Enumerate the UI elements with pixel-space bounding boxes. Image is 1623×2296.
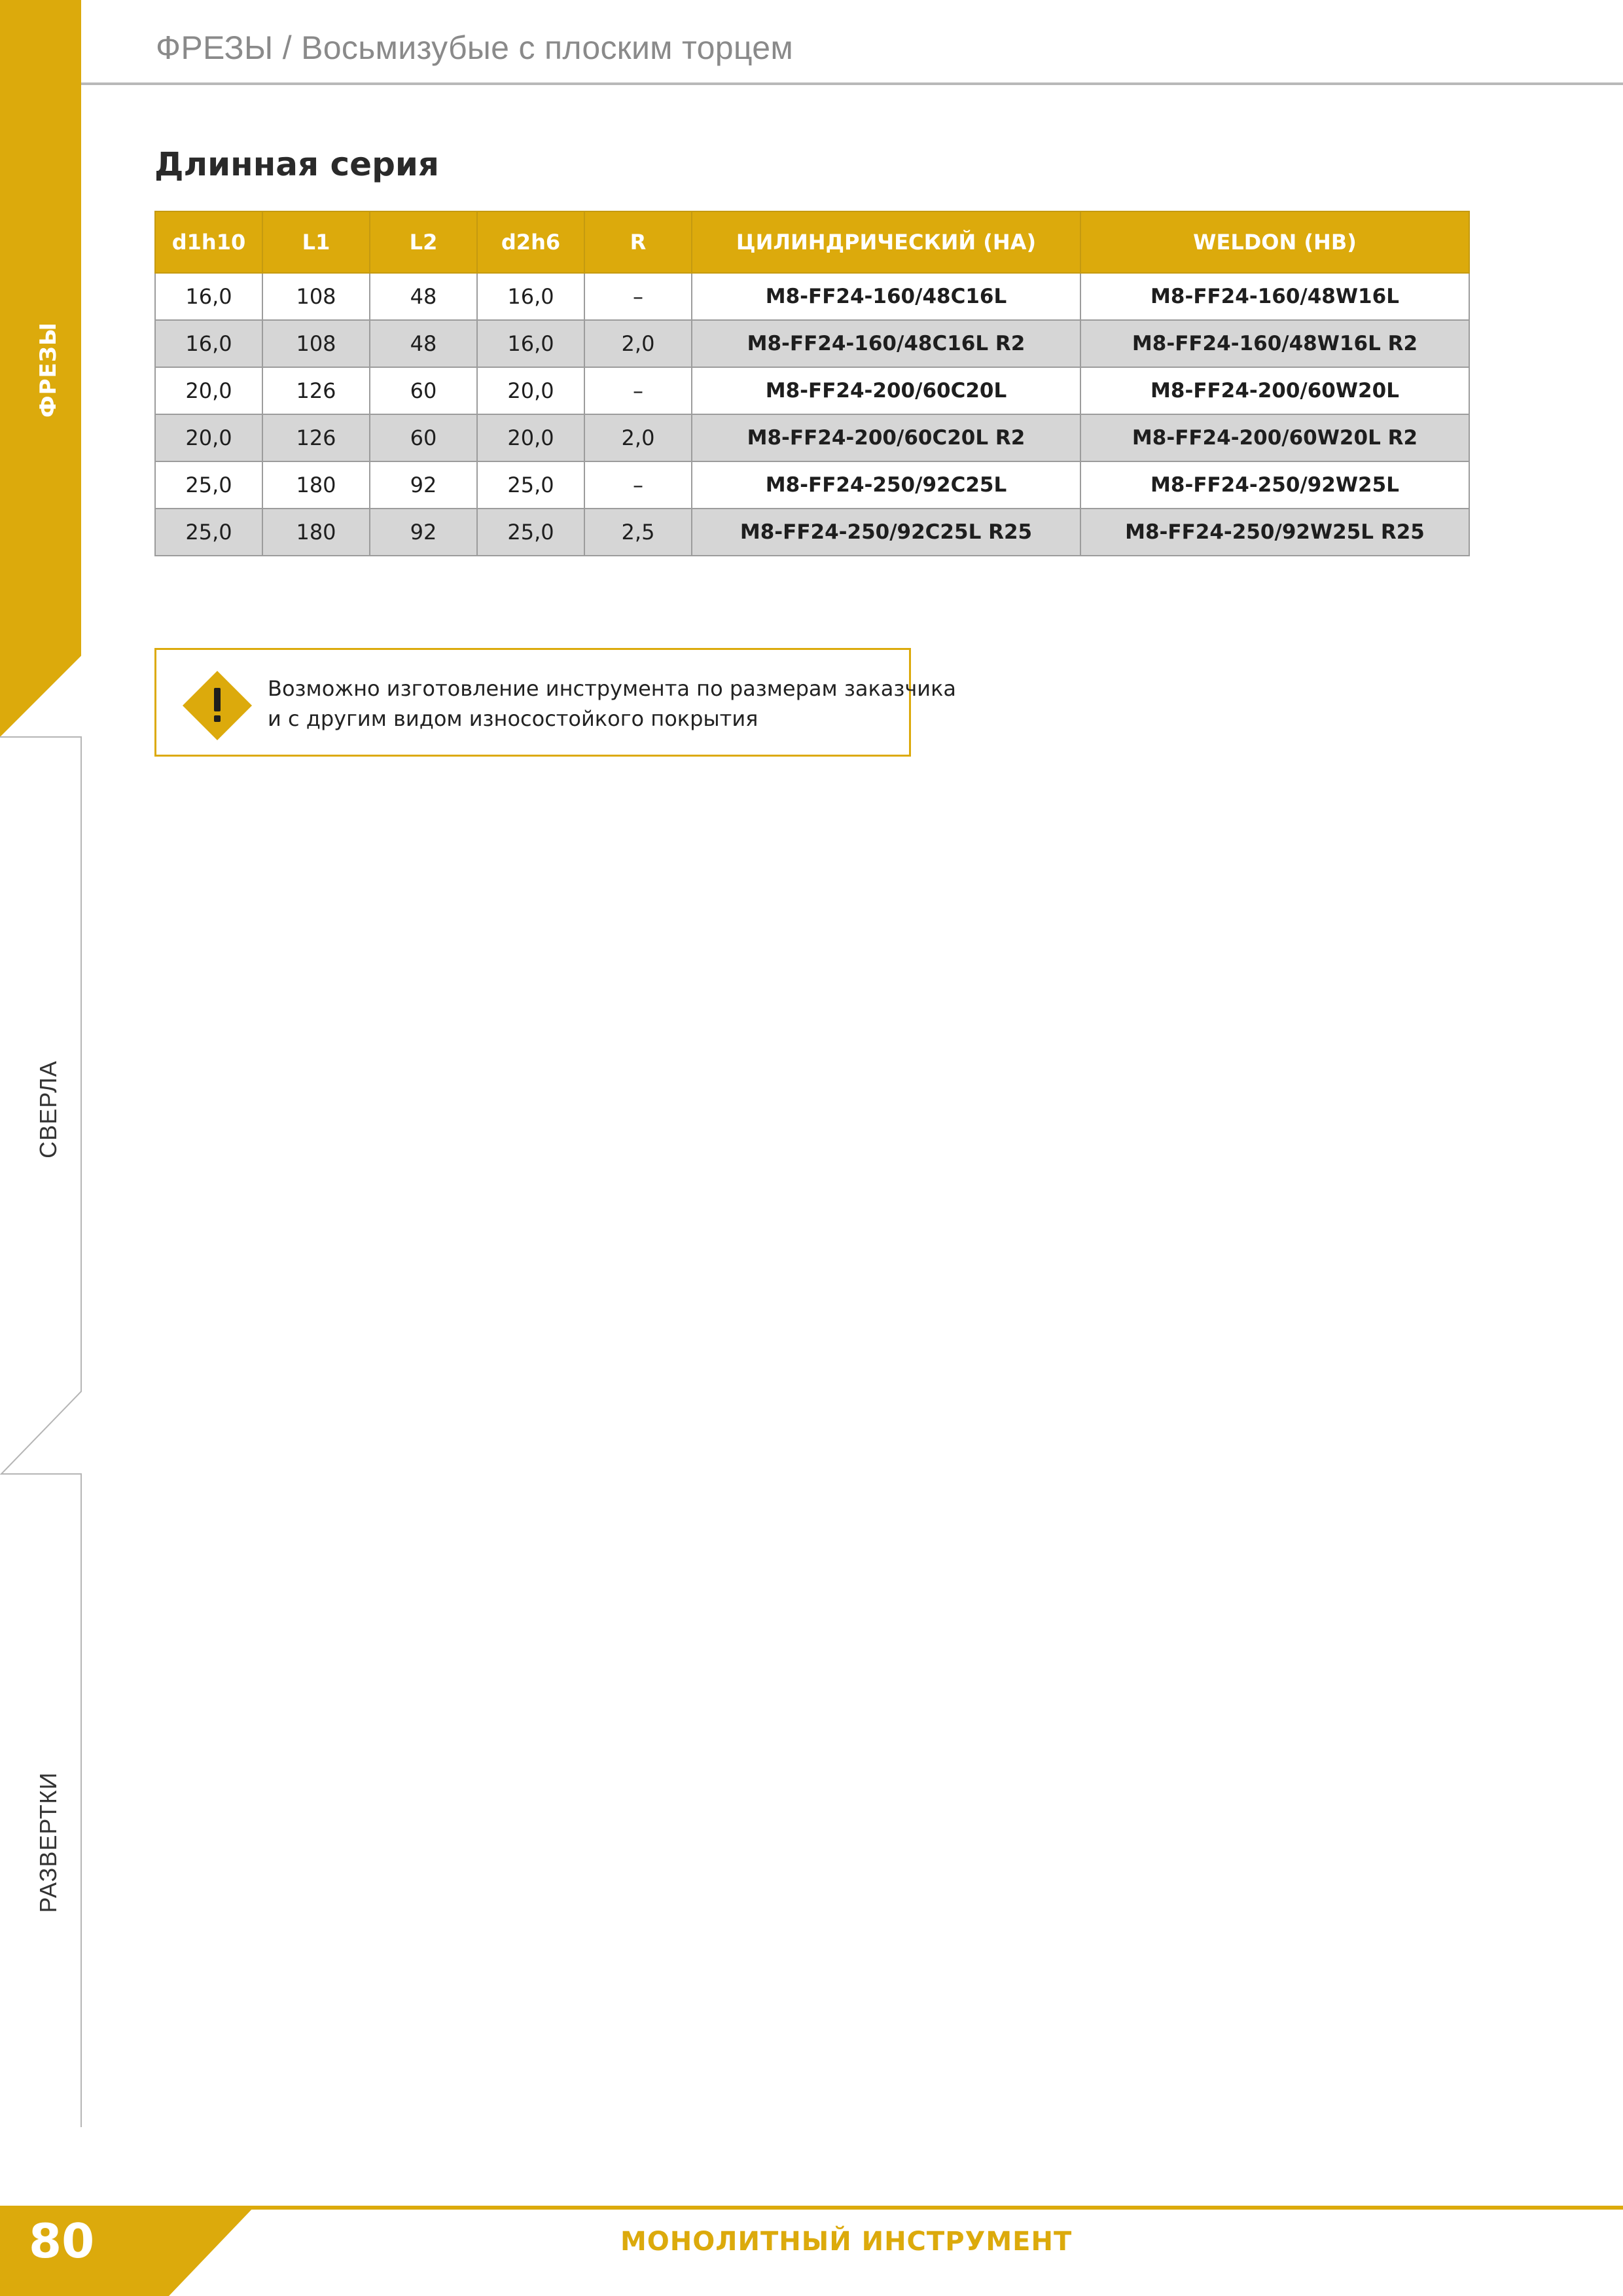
table-cell: 180 bbox=[262, 461, 370, 509]
table-cell: 16,0 bbox=[155, 273, 262, 320]
table-cell: 25,0 bbox=[155, 461, 262, 509]
header-r: R bbox=[584, 211, 692, 273]
table-row bbox=[155, 273, 1469, 320]
table-cell: 16,0 bbox=[477, 273, 584, 320]
table-cell: 20,0 bbox=[155, 414, 262, 461]
table-row bbox=[155, 414, 1469, 461]
table-cell: 126 bbox=[262, 367, 370, 414]
table-cell: 16,0 bbox=[155, 320, 262, 367]
header-cylindrical: ЦИЛИНДРИЧЕСКИЙ (НА) bbox=[692, 211, 1080, 273]
table-cell-code: M8-FF24-160/48W16L bbox=[1080, 273, 1469, 320]
note-text bbox=[268, 673, 956, 734]
table-cell: 25,0 bbox=[155, 509, 262, 556]
spec-table bbox=[154, 211, 1470, 556]
table-cell-code: M8-FF24-250/92W25L R25 bbox=[1080, 509, 1469, 556]
table-cell: 108 bbox=[262, 273, 370, 320]
table-cell-code: M8-FF24-250/92C25L bbox=[692, 461, 1080, 509]
table-cell-code: M8-FF24-250/92W25L bbox=[1080, 461, 1469, 509]
table-row bbox=[155, 367, 1469, 414]
note-line-1: Возможно изготовление инструмента по размерам заказчика bbox=[268, 676, 957, 701]
table-cell: 108 bbox=[262, 320, 370, 367]
table-cell: 20,0 bbox=[477, 367, 584, 414]
table-cell: – bbox=[584, 461, 692, 509]
table-cell: 20,0 bbox=[477, 414, 584, 461]
table-row bbox=[155, 320, 1469, 367]
table-cell: 16,0 bbox=[477, 320, 584, 367]
table-cell: 60 bbox=[370, 414, 477, 461]
custom-order-note bbox=[154, 648, 957, 757]
table-cell-code: M8-FF24-160/48C16L bbox=[692, 273, 1080, 320]
table-cell-code: M8-FF24-200/60W20L R2 bbox=[1080, 414, 1469, 461]
table-header-row bbox=[155, 211, 1469, 273]
table-cell: 25,0 bbox=[477, 461, 584, 509]
page-number: 80 bbox=[29, 2214, 95, 2269]
table-cell: 126 bbox=[262, 414, 370, 461]
table-cell: 48 bbox=[370, 320, 477, 367]
side-tab-reamers[interactable]: РАЗВЕРТКИ bbox=[35, 1772, 62, 1913]
section-title: Длинная серия bbox=[154, 145, 440, 183]
table-cell: – bbox=[584, 367, 692, 414]
header-l1: L1 bbox=[262, 211, 370, 273]
table-cell: 92 bbox=[370, 509, 477, 556]
side-tab-strip bbox=[0, 0, 85, 2212]
side-tab-mills[interactable]: ФРЕЗЫ bbox=[35, 321, 62, 418]
table-cell: 60 bbox=[370, 367, 477, 414]
table-cell: – bbox=[584, 273, 692, 320]
table-row bbox=[155, 461, 1469, 509]
page-header-title: ФРЕЗЫ / Восьмизубые с плоским торцем bbox=[156, 29, 794, 66]
table-cell-code: M8-FF24-200/60W20L bbox=[1080, 367, 1469, 414]
warning-diamond-icon bbox=[181, 670, 253, 742]
table-cell-code: M8-FF24-200/60C20L R2 bbox=[692, 414, 1080, 461]
header-d2h6: d2h6 bbox=[477, 211, 584, 273]
header-weldon: WELDON (HB) bbox=[1080, 211, 1469, 273]
table-cell: 48 bbox=[370, 273, 477, 320]
table-cell: 2,5 bbox=[584, 509, 692, 556]
header-divider bbox=[81, 82, 1623, 85]
side-tab-drills[interactable]: СВЕРЛА bbox=[35, 1060, 62, 1158]
table-cell: 2,0 bbox=[584, 414, 692, 461]
footer-brand: МОНОЛИТНЫЙ ИНСТРУМЕНТ bbox=[620, 2227, 1073, 2257]
table-cell: 20,0 bbox=[155, 367, 262, 414]
table-cell: 180 bbox=[262, 509, 370, 556]
header-l2: L2 bbox=[370, 211, 477, 273]
table-cell-code: M8-FF24-200/60C20L bbox=[692, 367, 1080, 414]
note-line-2: и с другим видом износостойкого покрытия bbox=[268, 706, 758, 731]
table-cell-code: M8-FF24-160/48C16L R2 bbox=[692, 320, 1080, 367]
table-cell-code: M8-FF24-160/48W16L R2 bbox=[1080, 320, 1469, 367]
header-d1h10: d1h10 bbox=[155, 211, 262, 273]
table-cell: 92 bbox=[370, 461, 477, 509]
table-cell-code: M8-FF24-250/92C25L R25 bbox=[692, 509, 1080, 556]
table-cell: 25,0 bbox=[477, 509, 584, 556]
table-row bbox=[155, 509, 1469, 556]
table-cell: 2,0 bbox=[584, 320, 692, 367]
